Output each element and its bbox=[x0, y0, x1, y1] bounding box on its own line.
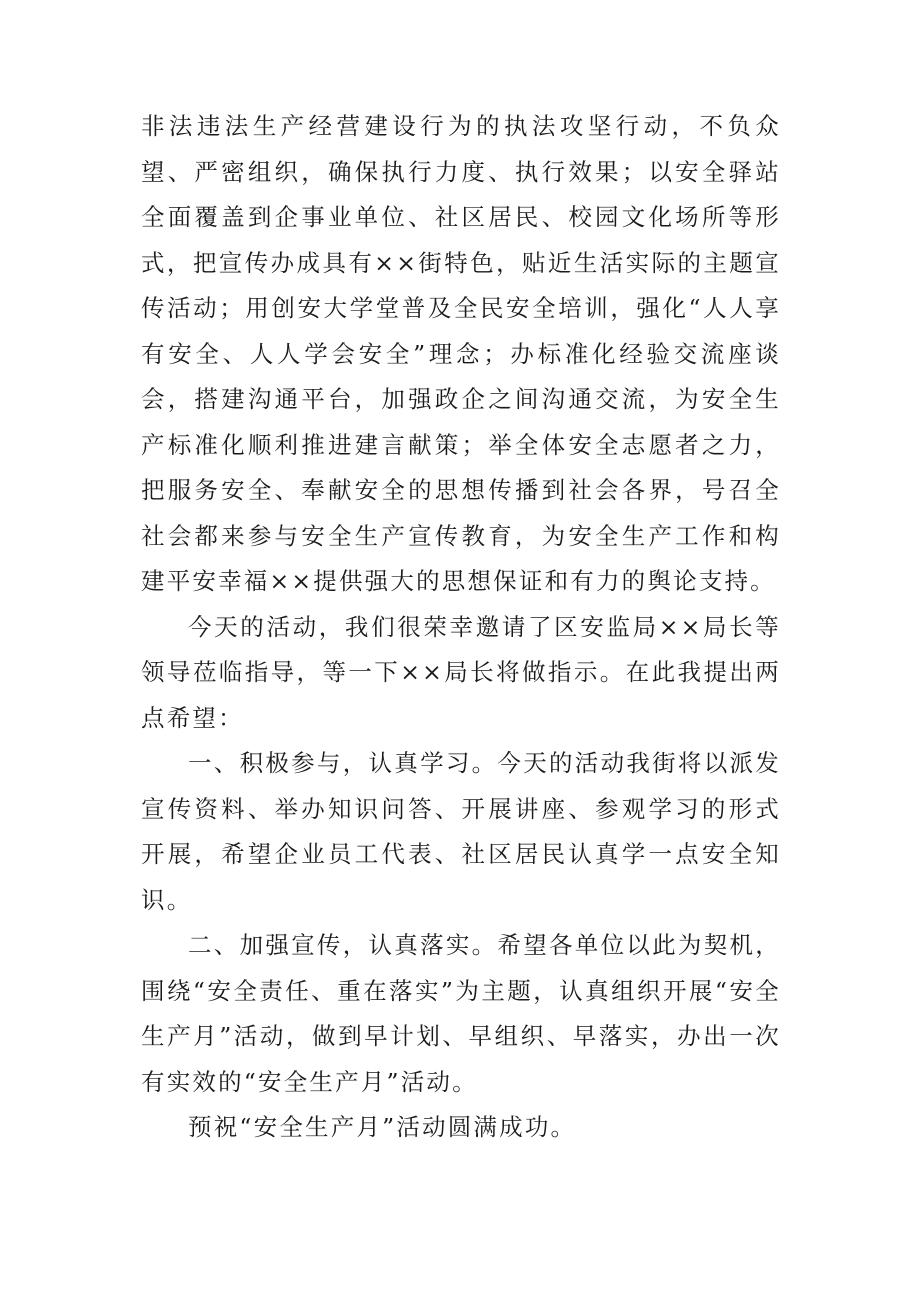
document-body bbox=[141, 104, 781, 1151]
paragraph-hope-two: 二、加强宣传，认真落实。希望各单位以此为契机，围绕“安全责任、重在落实”为主题，认真组织开展“安全生产月”活动，做到早计划、早组织、早落实，办出一次有实效的“安全生产月”活动。 bbox=[141, 931, 781, 1096]
paragraph-closing-wish: 预祝“安全生产月”活动圆满成功。 bbox=[188, 1113, 577, 1141]
paragraph-enforcement-summary: 非法违法生产经营建设行为的执法攻坚行动，不负众望、严密组织，确保执行力度、执行效果；以安全驿站全面覆盖到企事业单位、社区居民、校园文化场所等形式，把宣传办成具有××街特色，贴近生活实际的主题宣传活动；用创安大学堂普及全民安全培训，强化“人人享有安全、人人学会安全”理念；办标准化经验交流座谈会，搭建沟通平台，加强政企之间沟通交流，为安全生产标准化顺利推进建言献策；举全体安全志愿者之力，把服务安全、奉献安全的思想传播到社会各界，号召全社会都来参与安全生产宣传教育，为安全生产工作和构建平安幸福××提供强大的思想保证和有力的舆论支持。 bbox=[141, 112, 781, 595]
paragraph-hope-one: 一、积极参与，认真学习。今天的活动我街将以派发宣传资料、举办知识问答、开展讲座、参观学习的形式开展，希望企业员工代表、社区居民认真学一点安全知识。 bbox=[141, 749, 781, 914]
paragraph-activity-intro: 今天的活动，我们很荣幸邀请了区安监局××局长等领导莅临指导，等一下××局长将做指示。在此我提出两点希望： bbox=[141, 612, 781, 732]
